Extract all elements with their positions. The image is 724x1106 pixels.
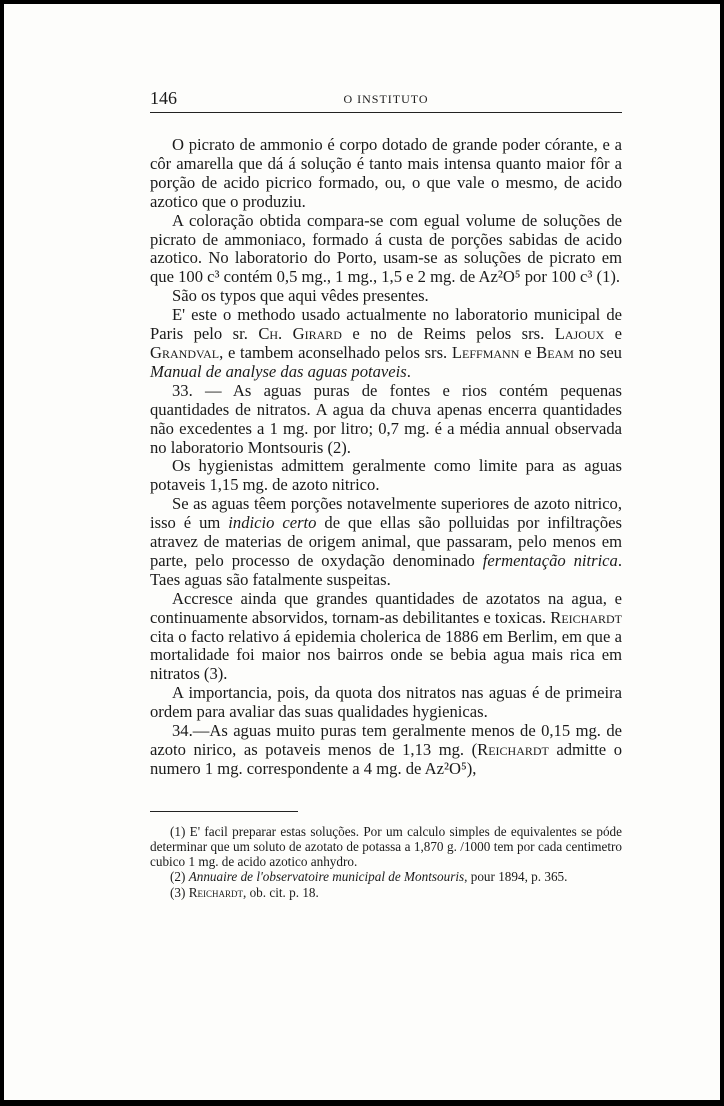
page-number: 146 bbox=[150, 88, 177, 108]
small-caps-name: Grandval bbox=[150, 342, 220, 362]
text-run: . Taes aguas são fatalmente suspeitas. bbox=[150, 550, 623, 589]
paragraph-9 bbox=[150, 684, 622, 722]
text-run: de que ellas são polluidas por infiltrações atravez de materias de origem animal, que passaram, pelo menos em parte, pelo processo de oxydação denominado bbox=[150, 513, 622, 570]
italic-text: Manual de analyse das aguas potaveis bbox=[150, 361, 407, 381]
small-caps-name: Beam bbox=[536, 342, 574, 362]
text-run: (1) E' facil preparar estas soluções. Por um calculo simples de equivalentes se póde determinar que um soluto de azotato de potassa a 1,870 g. /1000 tem por cada centimetro cubico 1 mg. de acido azotico anhydro. bbox=[150, 823, 622, 870]
text-run: A importancia, pois, da quota dos nitratos nas aguas é de primeira ordem para avaliar das suas qualidades hygienicas. bbox=[150, 683, 622, 722]
text-run: Os hygienistas admittem geralmente como limite para as aguas potaveis 1,15 mg. de azoto nitrico. bbox=[150, 456, 622, 495]
text-run: São os typos que aqui vêdes presentes. bbox=[172, 286, 429, 306]
page-header bbox=[150, 84, 622, 113]
text-run: e bbox=[604, 324, 623, 344]
footnote-divider bbox=[150, 811, 298, 812]
text-run: Accresce ainda que grandes quantidades de azotatos na agua, e continuamente absorvidos, tornam-as debilitantes e toxicas. bbox=[150, 588, 622, 627]
footnote-1 bbox=[150, 824, 622, 870]
text-run: admitte o numero 1 mg. correspondente a 4 mg. de Az²O⁵), bbox=[150, 740, 622, 778]
text-run: E' este o methodo usado actualmente no laboratorio municipal de Paris pelo sr. bbox=[150, 305, 622, 344]
small-caps-name: Leffmann bbox=[451, 342, 520, 362]
footnote-2 bbox=[150, 869, 622, 884]
paragraph-2 bbox=[150, 212, 622, 288]
small-caps-name: Ch. Girard bbox=[258, 324, 342, 344]
small-caps-name: Lajoux bbox=[554, 324, 605, 344]
small-caps-name: Reichardt bbox=[188, 884, 243, 900]
paragraph-7 bbox=[150, 495, 622, 590]
book-page bbox=[150, 84, 622, 900]
running-title: O INSTITUTO bbox=[343, 92, 429, 106]
text-run: , ob. cit. p. 18. bbox=[242, 884, 319, 900]
paragraph-3 bbox=[150, 287, 622, 306]
small-caps-name: Reichardt bbox=[477, 740, 549, 759]
text-run: e bbox=[519, 342, 537, 362]
text-run: , pour 1894, p. 365. bbox=[464, 869, 568, 885]
footnote-3 bbox=[150, 885, 622, 900]
paragraph-8 bbox=[150, 590, 622, 685]
text-run: no seu bbox=[573, 342, 622, 362]
text-run: Se as aguas têem porções notavelmente superiores de azoto nitrico, isso é um bbox=[150, 494, 622, 533]
text-run: , e tambem aconselhado pelos srs. bbox=[219, 342, 452, 362]
text-run: 33. — As aguas puras de fontes e rios contém pequenas quantidades de nitratos. A agua da chuva apenas encerra quantidades não excedentes a 1 mg. por litro; 0,7 mg. é a média annual observada no laboratorio Montsouris (2). bbox=[150, 380, 622, 457]
italic-text: fermentação nitrica bbox=[482, 550, 618, 570]
text-run: e no de Reims pelos srs. bbox=[341, 324, 555, 344]
italic-text: indicio certo bbox=[228, 513, 317, 533]
text-run: A coloração obtida compara-se com egual volume de soluções de picrato de ammoniaco, formado á custa de porções sabidas de acido azotico. No laboratorio do Porto, usam-se as soluções de picrato em que 100 c³ contém 0,5 mg., 1 mg., 1,5 e 2 mg. de Az²O⁵ por 100 c³ (1). bbox=[150, 210, 622, 287]
italic-text: Annuaire de l'observatoire municipal de Montsouris bbox=[188, 869, 465, 885]
paragraph-5 bbox=[150, 382, 622, 458]
text-run: O picrato de ammonio é corpo dotado de grande poder córante, e a côr amarella que dá á solução é tanto mais intensa quanto maior fôr a porção de acido picrico formado, ou, o que vale o mesmo, de acido azotico que o produziu. bbox=[150, 135, 622, 211]
body-text bbox=[150, 136, 622, 779]
paragraph-1 bbox=[150, 136, 622, 212]
footnotes bbox=[150, 824, 622, 900]
text-run: (2) bbox=[170, 869, 189, 885]
text-run: (3) bbox=[170, 884, 189, 900]
paragraph-4 bbox=[150, 306, 622, 382]
paragraph-6 bbox=[150, 457, 622, 495]
text-run: 34.—As aguas muito puras tem geralmente menos de 0,15 mg. de azoto nirico, as potaveis menos de 1,13 mg. ( bbox=[150, 721, 622, 759]
paragraph-10 bbox=[150, 722, 622, 779]
text-run: . bbox=[406, 361, 411, 381]
small-caps-name: Reichardt bbox=[550, 607, 622, 627]
text-run: cita o facto relativo á epidemia cholerica de 1886 em Berlim, em que a mortalidade foi maior nos bairros onde se bebia agua mais rica em nitratos (3). bbox=[150, 626, 622, 684]
